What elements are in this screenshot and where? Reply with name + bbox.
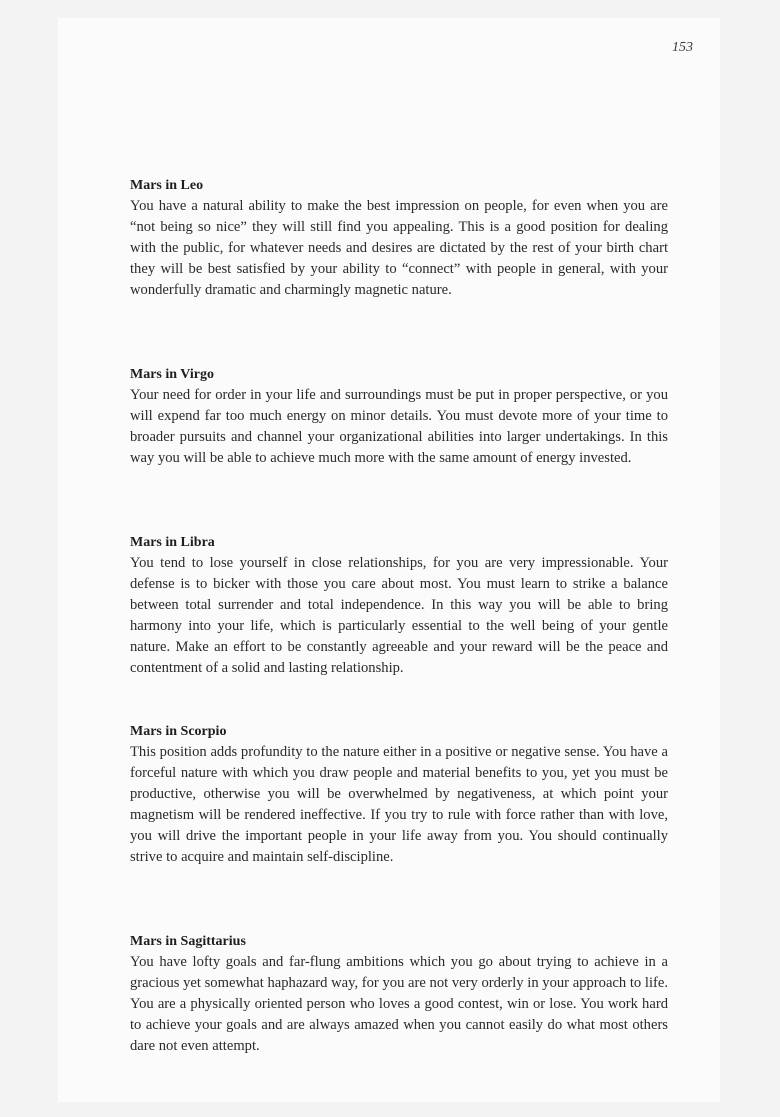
section-heading: Mars in Libra [130,535,215,550]
page-number: 153 [672,40,693,55]
section-mars-in-virgo [130,364,668,469]
section-body: You tend to lose yourself in close relationships, for you are very impressionable. Your defense is to bicker with those you care about most. You must learn to strike a balance between total surrender and total independence. In this way you will be able to bring harmony into your life, which is particularly essential to the well being of your gentle nature. Make an effort to be constantly agreeable and your reward will be the peace and contentment of a solid and lasting relationship. [130,555,668,676]
section-body: Your need for order in your life and surroundings must be put in proper perspective, or you will expend far too much energy on minor details. You must devote more of your time to broader pursuits and channel your organizational abilities into larger undertakings. In this way you will be able to achieve much more with the same amount of energy invested. [130,387,668,466]
section-heading: Mars in Sagittarius [130,934,246,949]
section-body: This position adds profundity to the nature either in a positive or negative sense. You have a forceful nature with which you draw people and material benefits to you, yet you must be productive, otherwise you will be overwhelmed by negativeness, at which point your magnetism will be rendered ineffective. If you try to rule with force rather than with love, you will drive the important people in your life away from you. You should continually strive to acquire and maintain self-discipline. [130,744,668,865]
section-mars-in-scorpio [130,721,668,868]
section-heading: Mars in Scorpio [130,724,227,739]
section-heading: Mars in Leo [130,178,204,193]
section-body: You have a natural ability to make the best impression on people, for even when you are “not being so nice” they will still find you appealing. This is a good position for dealing with the public, for whatever needs and desires are dictated by the rest of your birth chart they will be best satisfied by your ability to “connect” with people in general, with your wonderfully dramatic and charmingly magnetic nature. [130,198,668,298]
section-mars-in-leo [130,175,668,301]
section-mars-in-sagittarius [130,931,668,1057]
section-body: You have lofty goals and far-flung ambitions which you go about trying to achieve in a gracious yet somewhat haphazard way, for you are not very orderly in your approach to life. You are a physically oriented person who loves a good contest, win or lose. You work hard to achieve your goals and are always amazed when you cannot easily do what most others dare not even attempt. [130,954,668,1054]
section-heading: Mars in Virgo [130,367,214,382]
section-mars-in-libra [130,532,668,679]
